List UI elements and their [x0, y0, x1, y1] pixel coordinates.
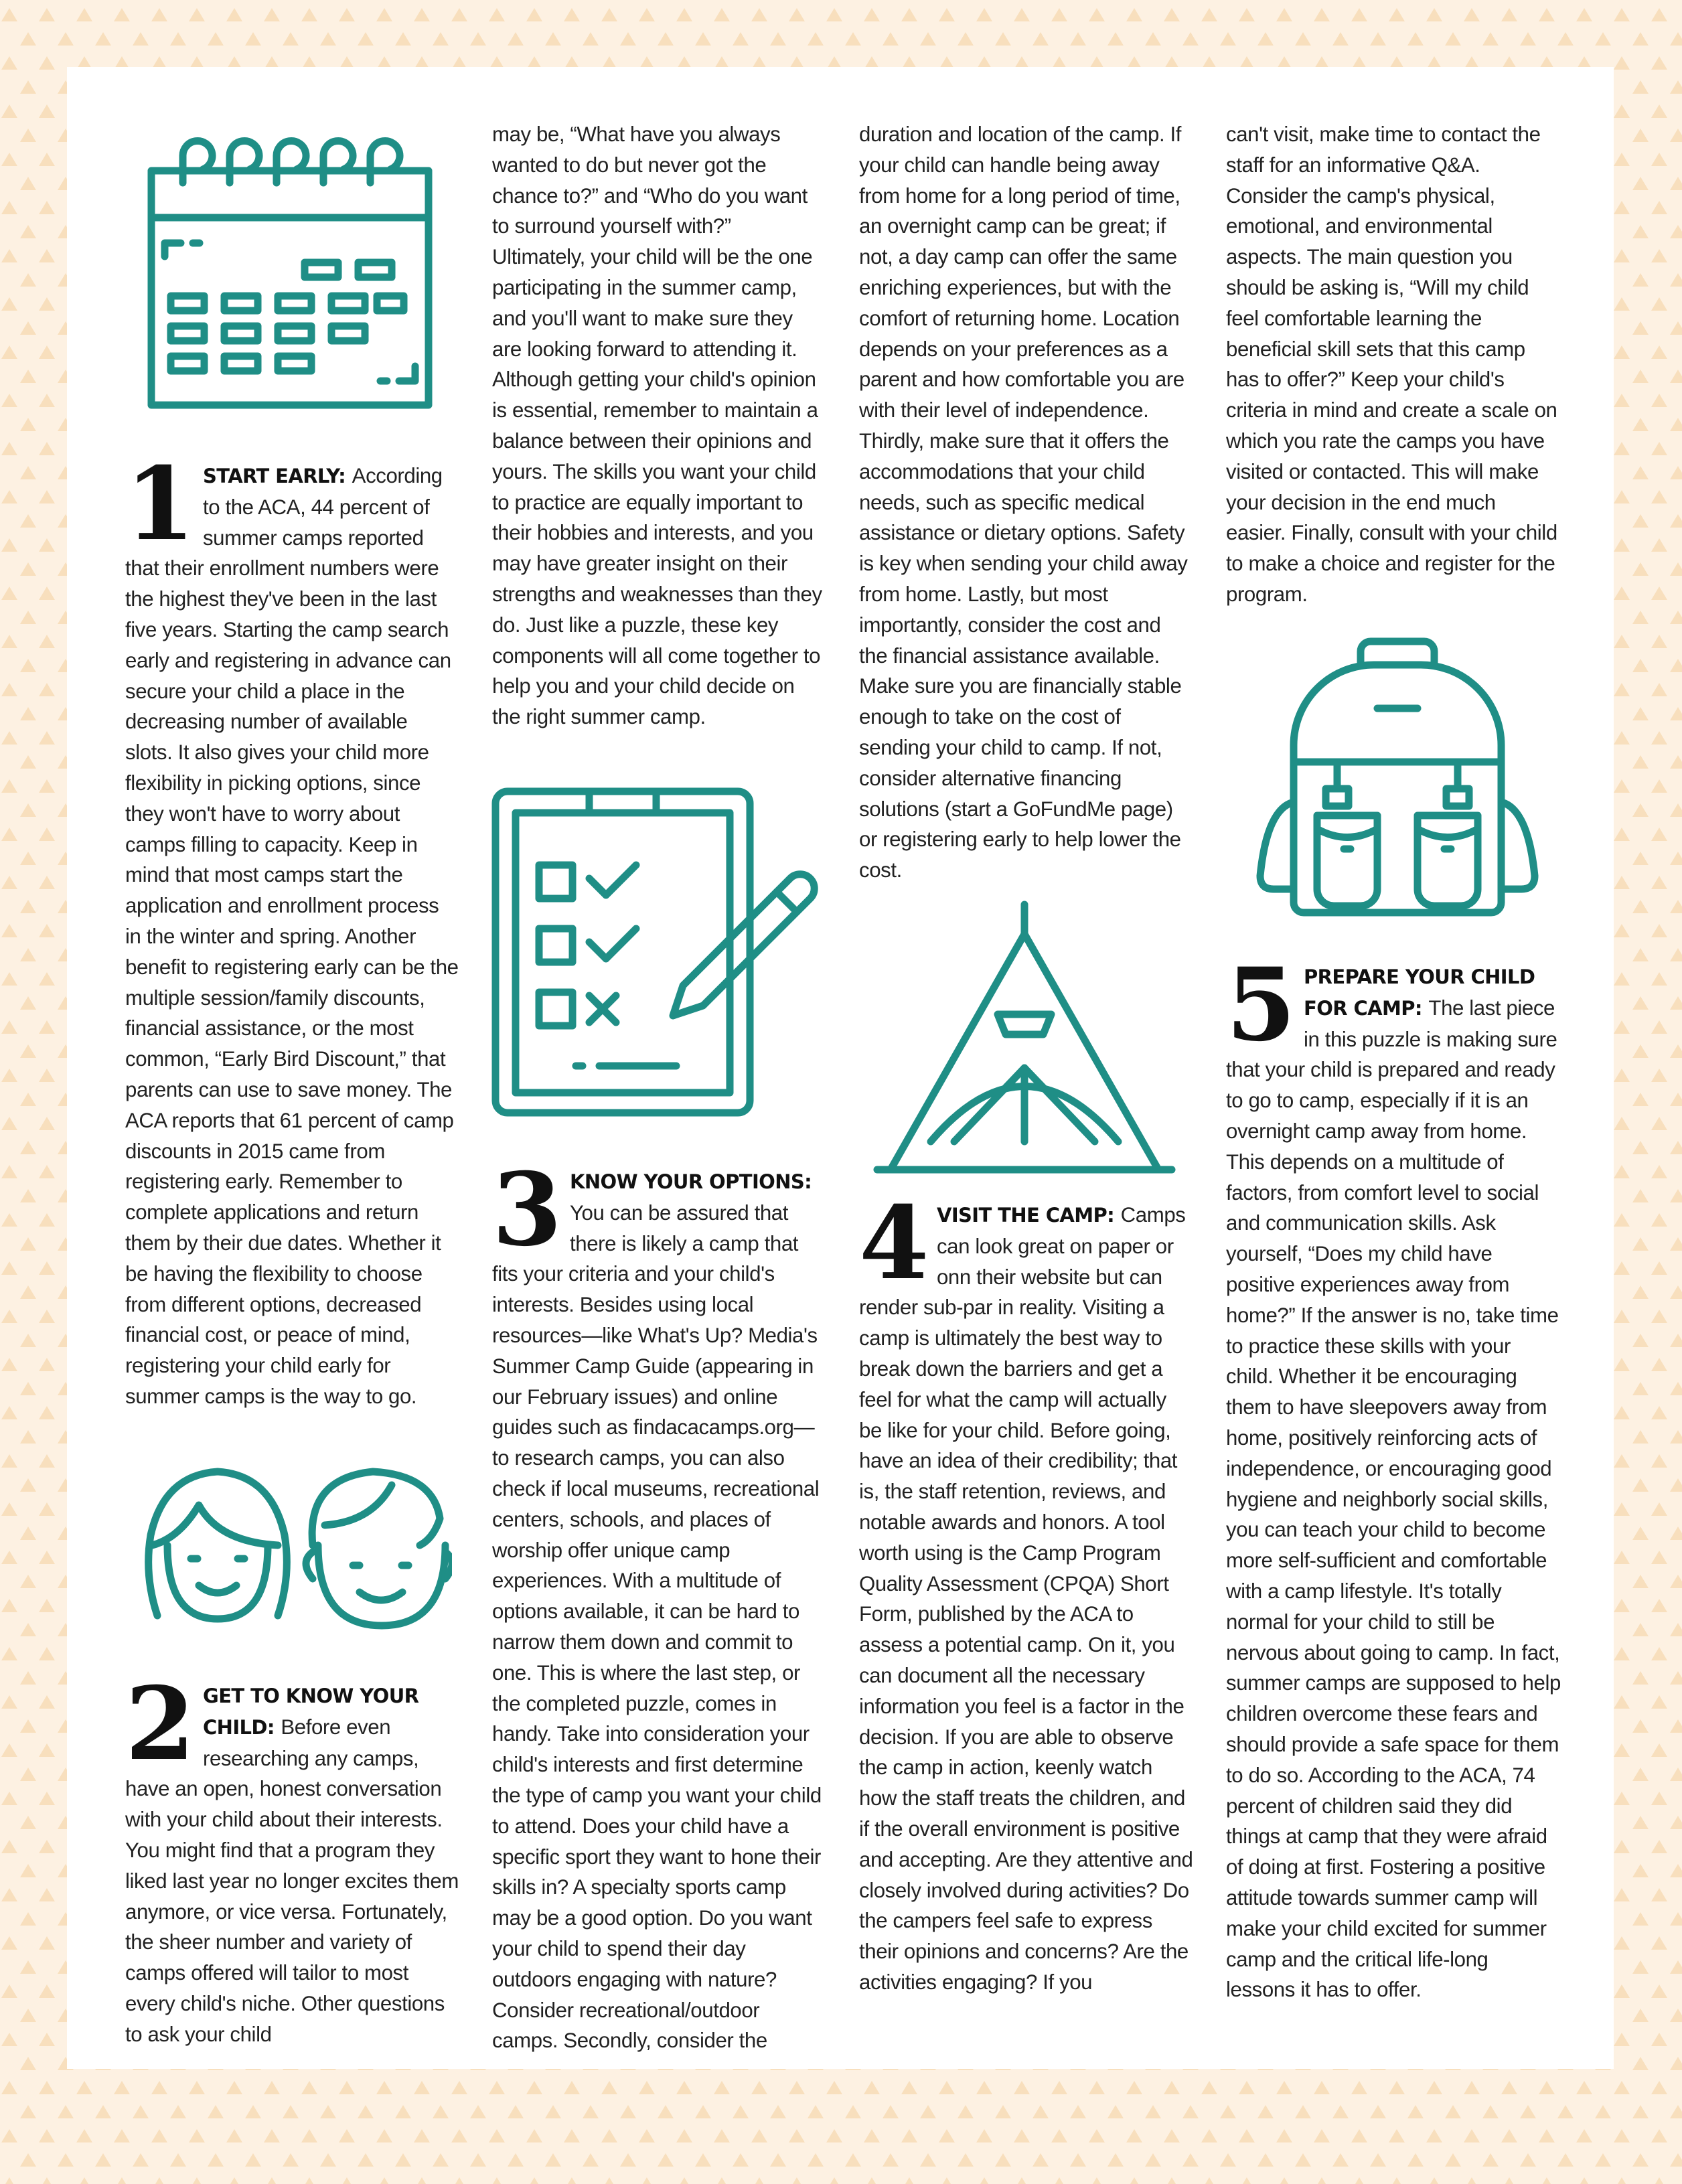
section-4-body: Camps can look great on paper or onn their website but can render sub-par in reality. Visiting a camp is ultimately the best way to break down the barriers and get a feel for what the camp will actually be like for your child. Before going, have an idea of their credibility; that is, the staff retention, reviews, and notable awards and honors. A tool worth using is the Camp Program Quality Assessment (CPQA) Short Form, published by the ACA to assess a potential camp. On it, you can document all the necessary information you feel is a factor in the decision. If you are able to observe the camp in action, keenly watch how the staff treats the children, and if the overall environment is positive and accepting. Are they attentive and closely involved during activities? Do the campers feel safe to express their opinions and concerns? Are the activities engaging? If you: [859, 1203, 1193, 1994]
section-3-continued: duration and location of the camp. If your child can handle being away from home for a long period of time, an overnight camp can be great; if not, a day camp can offer the same enriching experiences, but with the comfort of returning home. Location depends on your preferences as a parent and how comfortable you are with their level of independence. Thirdly, make sure that it offers the accommodations that your child needs, such as specific medical assistance or dietary options. Safety is key when sending your child away from home. Lastly, but most importantly, consider the cost and the financial assistance available. Make sure you are financially stable enough to take on the cost of sending your child to camp. If not, consider alternative financing solutions (start a GoFundMe page) or registering early to help lower the cost.: [859, 123, 1188, 882]
column-3: [859, 119, 1194, 886]
section-2-number: 2: [125, 1665, 195, 1783]
section-1-heading: START EARLY:: [202, 465, 352, 487]
section-5: [1226, 946, 1561, 2005]
backpack-icon: [1253, 635, 1541, 923]
section-1-body: According to the ACA, 44 percent of summer camps reported that their enrollment numbers were the highest they've been in the last five years. Starting the camp search early and registering in advance can secure your child a place in the decreasing number of available slots. It also gives your child more flexibility in picking options, since they won't have to worry about camps filling to capacity. Keep in mind that most camps start the application and enrollment process in the winter and spring. Another benefit to registering early can be the multiple session/family discounts, financial assistance, or the most common, “Early Bird Discount,” that parents can use to save money. The ACA reports that 61 percent of camp discounts in 2015 came from registering early. Remember to complete applications and return them by their due dates. Whether it be having the flexibility to choose from different options, decreased financial cost, or peace of mind, registering your child early for summer camps is the way to go.: [125, 464, 459, 1408]
section-4: [859, 1184, 1194, 1998]
section-2-continued: may be, “What have you always wanted to do but never got the chance to?” and “Who do you want to surround yourself with?” Ultimately, your child will be the one participating in the summer camp, and you'll want to make sure they are looking forward to attending it. Although getting your child's opinion is essential, remember to maintain a balance between their opinions and yours. The skills you want your child to practice are equally important to their hobbies and interests, and you may have greater insight on their strengths and weaknesses than they do. Just like a puzzle, these key components will all come together to help you and your child decide on the right summer camp.: [492, 123, 822, 729]
column-2-section-3: [492, 1151, 827, 2056]
section-1-number: 1: [125, 445, 195, 563]
section-3-body: You can be assured that there is likely a camp that fits your criteria and your child's interests. Besides using local resources—like What's Up? Media's Summer Camp Guide (appearing in our February issues) and online guides such as findacacamps.org—to research camps, you can also check if local museums, recreational centers, schools, and places of worship offer unique camp experiences. With a multitude of options available, it can be hard to narrow them down and commit to one. This is where the last step, or the completed puzzle, comes in handy. Take into consideration your child's interests and first determine the type of camp you want your child to attend. Does your child have a specific sport they want to hone their skills in? A specialty sports camp may be a good option. Do you want your child to spend their day outdoors engaging with nature? Consider recreational/outdoor camps. Secondly, consider the: [492, 1200, 822, 2053]
tent-icon: [870, 901, 1178, 1175]
section-3-heading: KNOW YOUR OPTIONS:: [569, 1170, 812, 1193]
section-4-number: 4: [859, 1184, 929, 1302]
section-5-body: The last piece in this puzzle is making sure that your child is prepared and ready to go to camp, especially if it is an overnight camp away from home. This depends on a multitude of factors, from comfort level to social and communication skills. Ask yourself, “Does my child have positive experiences away from home?” If the answer is no, take time to practice these skills with your child. Whether it be encouraging them to have sleepovers away from home, positively reinforcing acts of independence, or encouraging good hygiene and neighborly social skills, you can teach your child to become more self-sufficient and comfortable with a camp lifestyle. It's totally normal for your child to still be nervous about going to camp. In fact, summer camps are supposed to help children overcome these fears and should provide a safe space for them to do so. According to the ACA, 74 percent of children said they did things at camp that they were afraid of doing at first. Fostering a positive attitude towards summer camp will make your child excited for summer camp and the critical life-long lessons it has to offer.: [1226, 996, 1561, 2002]
section-3-number: 3: [492, 1151, 562, 1269]
children-faces-icon: [137, 1465, 452, 1632]
section-5-heading: PREPARE YOUR CHILD FOR CAMP:: [1303, 965, 1535, 1020]
column-2: [492, 119, 827, 732]
column-1: [125, 445, 460, 1412]
section-2: [125, 1665, 460, 2050]
column-1-section-2: [125, 1665, 460, 2050]
column-4: [1226, 119, 1561, 610]
section-5-number: 5: [1226, 946, 1296, 1064]
section-3: [492, 1151, 827, 2056]
section-4-heading: VISIT THE CAMP:: [936, 1204, 1121, 1227]
section-1: [125, 445, 460, 1412]
checklist-icon: [489, 785, 824, 1119]
section-2-body: Before even researching any camps, have an open, honest conversation with your child about their interests. You might find that a program they liked last year no longer excites them anymore, or vice versa. Fortunately, the sheer number and variety of camps offered will tailor to most every child's niche. Other questions to ask your child: [125, 1715, 459, 2046]
column-3-section-4: [859, 1184, 1194, 1998]
section-2-heading: GET TO KNOW YOUR CHILD:: [202, 1685, 419, 1739]
column-4-section-5: [1226, 946, 1561, 2005]
section-4-continued: can't visit, make time to contact the staff for an informative Q&A. Consider the camp's physical, emotional, and environmental aspects. The main question you should be asking is, “Will my child feel comfortable learning the beneficial skill sets that this camp has to offer?” Keep your child's criteria in mind and create a scale on which you rate the camps you have visited or contacted. This will make your decision in the end much easier. Finally, consult with your child to make a choice and register for the program.: [1226, 123, 1557, 606]
calendar-icon: [146, 124, 434, 412]
